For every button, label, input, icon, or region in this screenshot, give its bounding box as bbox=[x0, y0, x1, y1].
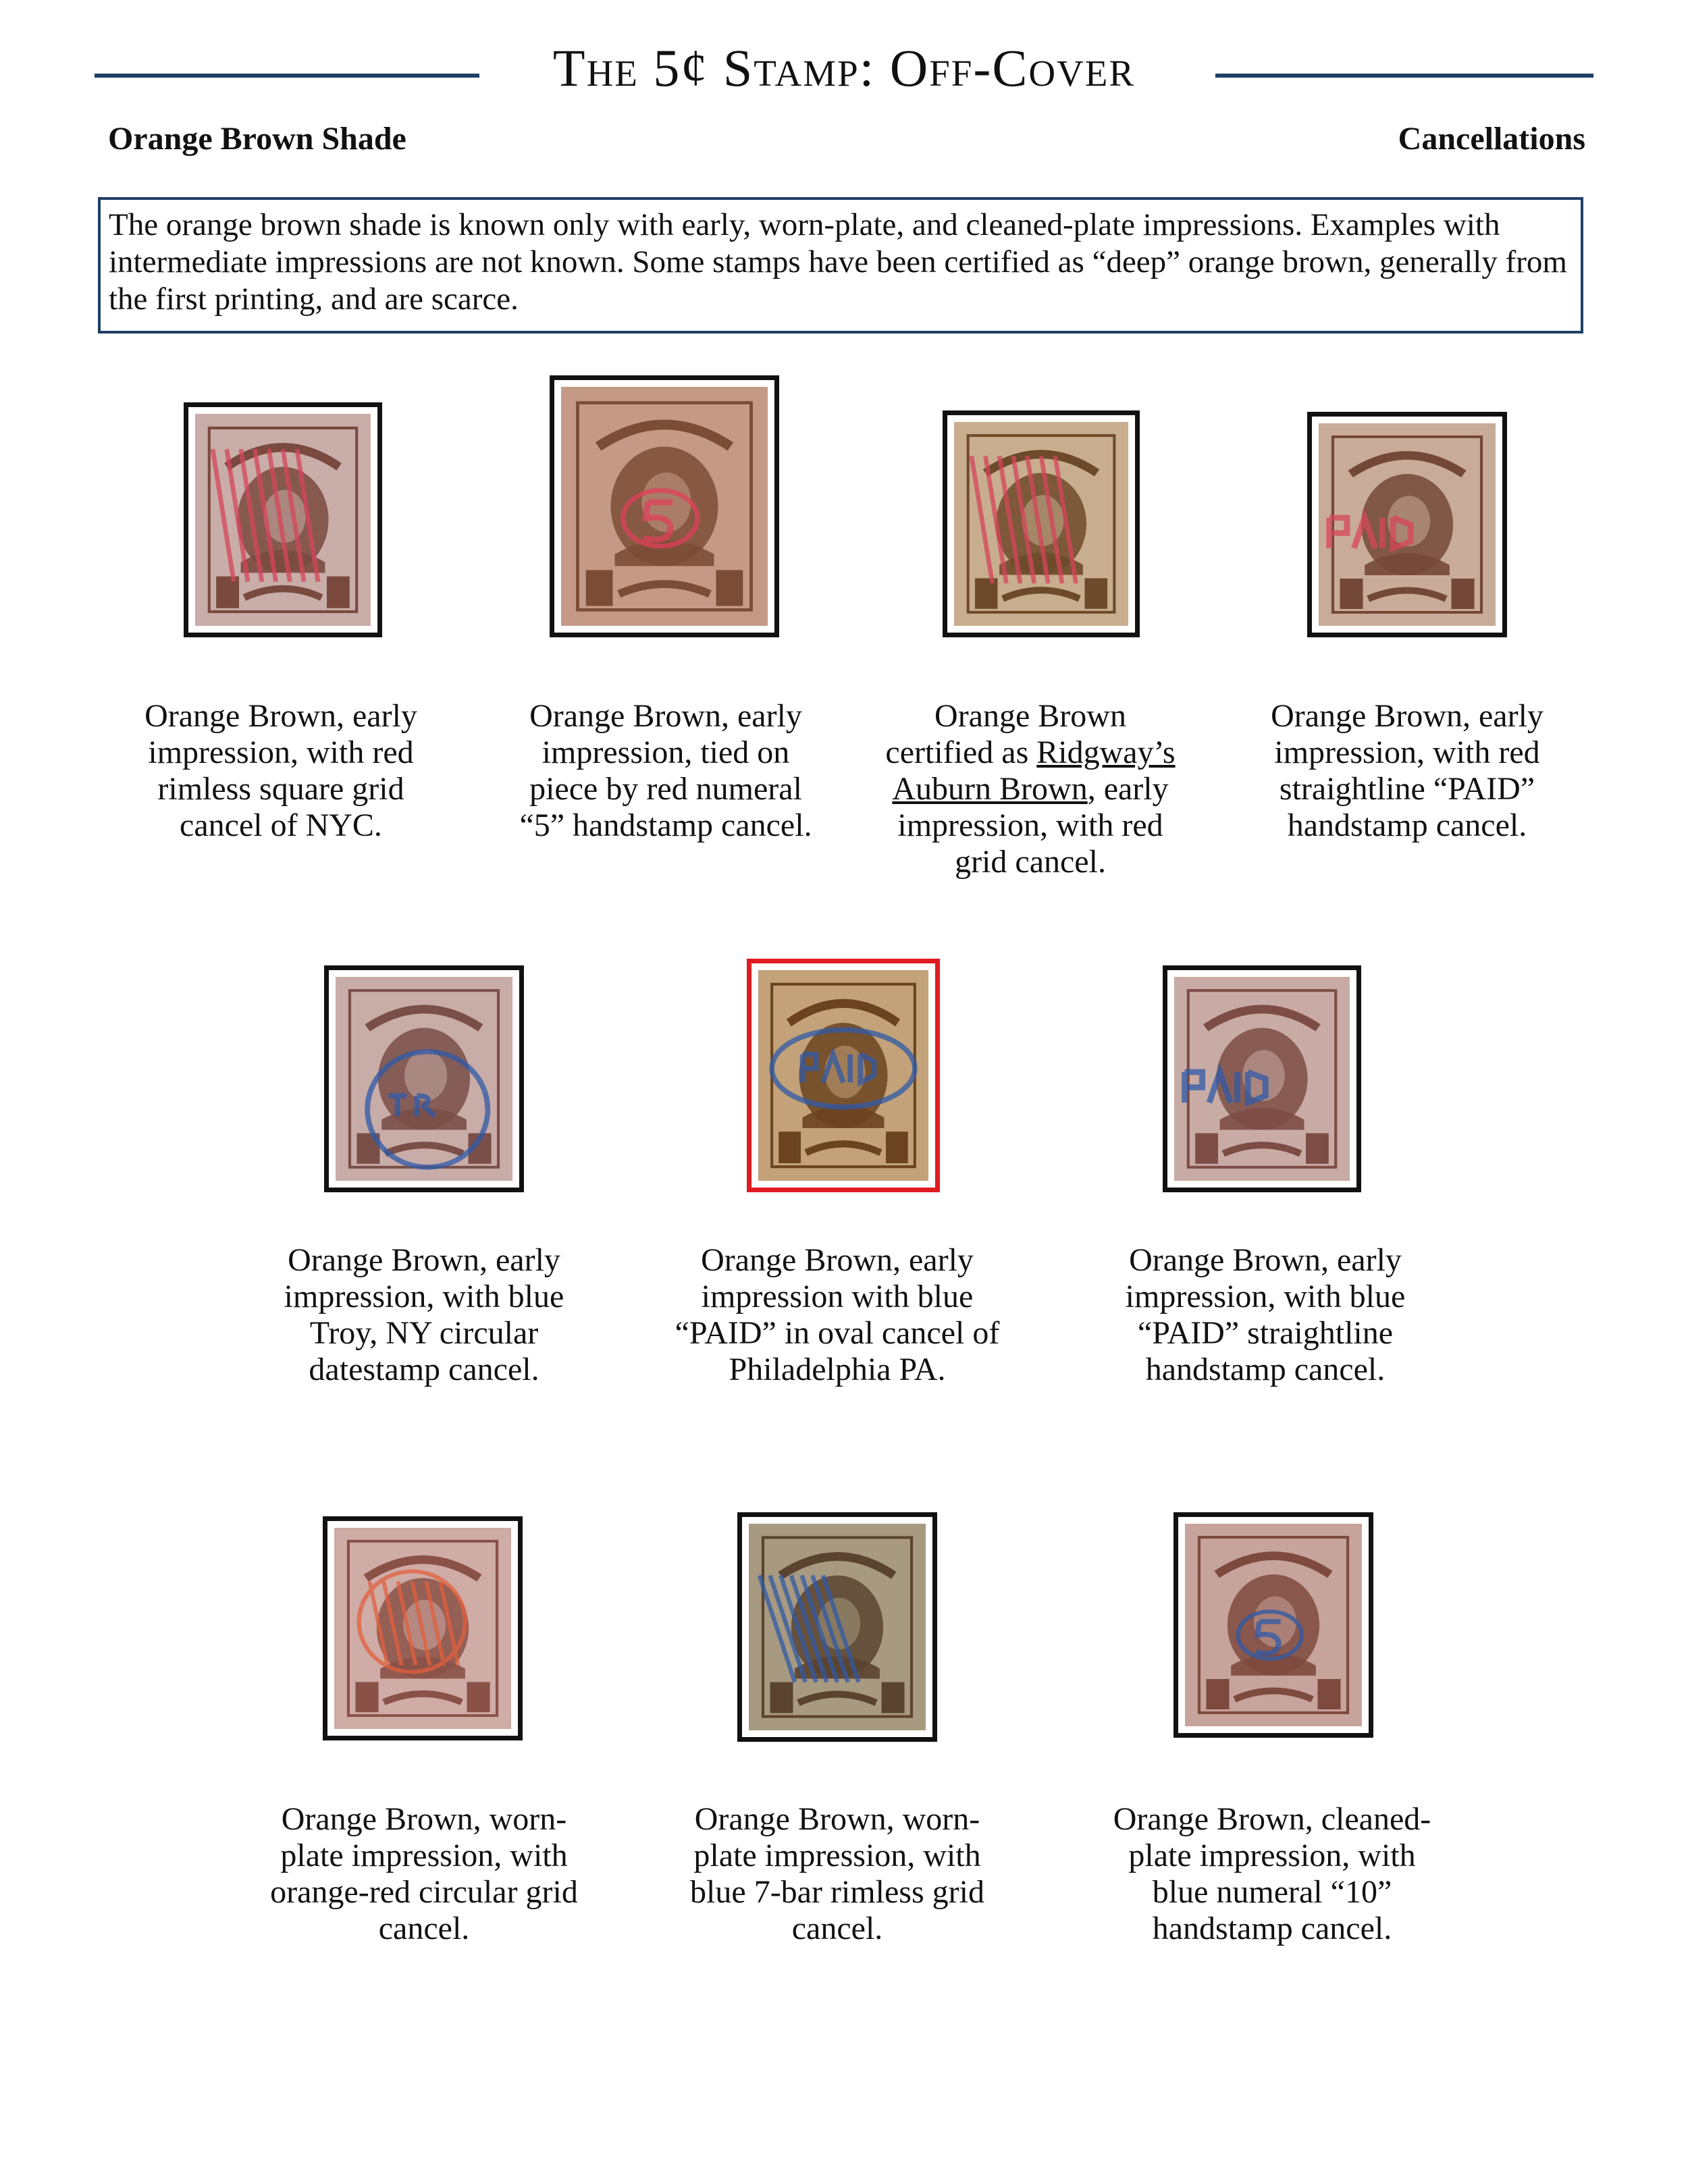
franklin-face bbox=[404, 1050, 447, 1101]
stamp-caption-8: Orange Brown, worn- plate impression, with orange-red circular grid cancel. bbox=[270, 1801, 578, 1946]
header-rule-right bbox=[1215, 74, 1593, 78]
stamp-2 bbox=[550, 375, 779, 637]
stamp-caption-10: Orange Brown, cleaned- plate impression, with blue numeral “10” handstamp cancel. bbox=[1113, 1801, 1431, 1946]
stamp-caption-6: Orange Brown, early impression with blue “PAID” in oval cancel of Philadelphia PA. bbox=[675, 1242, 1000, 1387]
page-title: The 5¢ Stamp: Off-Cover bbox=[552, 38, 1136, 97]
stamp-image bbox=[749, 1524, 926, 1730]
stamp-numeral-left bbox=[355, 1682, 378, 1712]
stamp-image bbox=[954, 422, 1128, 626]
stamp-caption-5: Orange Brown, early impression, with blue Troy, NY circular datestamp cancel. bbox=[284, 1242, 564, 1387]
stamp-image bbox=[1185, 1524, 1362, 1726]
stamp-numeral-right bbox=[886, 1131, 908, 1163]
stamp-numeral-right bbox=[1085, 579, 1108, 609]
stamp-image bbox=[195, 414, 371, 626]
stamp-numeral-left bbox=[779, 1131, 801, 1163]
stamp-4 bbox=[1307, 412, 1507, 637]
stamp-5 bbox=[324, 965, 524, 1192]
stamp-numeral-right bbox=[1452, 579, 1475, 609]
stamp-9 bbox=[737, 1512, 937, 1742]
stamp-caption-3: Orange Brown certified as Ridgway’s Auburn Brown, early impression, with red grid cancel. bbox=[885, 698, 1176, 880]
stamp-numeral-right bbox=[327, 577, 350, 608]
stamp-numeral-left bbox=[1195, 1134, 1218, 1164]
stamp-8 bbox=[323, 1516, 523, 1740]
left-subtitle: Orange Brown Shade bbox=[108, 121, 406, 157]
stamp-numeral-right bbox=[882, 1682, 905, 1713]
right-subtitle: Cancellations bbox=[1398, 121, 1585, 157]
stamp-numeral-left bbox=[586, 570, 613, 606]
stamp-image bbox=[1319, 423, 1496, 626]
stamp-caption-1: Orange Brown, early impression, with red rimless square grid cancel of NYC. bbox=[144, 698, 417, 843]
stamp-6 bbox=[747, 959, 940, 1192]
stamp-image bbox=[561, 387, 768, 626]
stamp-image bbox=[336, 977, 512, 1181]
intro-box: The orange brown shade is known only with early, worn-plate, and cleaned-plate impressions. Examples with intermediate impressions are not known. Some stamps have been certified as “deep” orange brown, generally from the first printing, and are scarce. bbox=[98, 197, 1583, 334]
stamp-numeral-right bbox=[1306, 1134, 1329, 1164]
stamp-caption-9: Orange Brown, worn- plate impression, with blue 7-bar rimless grid cancel. bbox=[690, 1801, 984, 1946]
stamp-3 bbox=[943, 410, 1140, 637]
stamp-7 bbox=[1163, 965, 1361, 1192]
stamp-numeral-left bbox=[1206, 1679, 1229, 1709]
stamp-numeral-left bbox=[770, 1682, 793, 1713]
stamp-1 bbox=[184, 402, 382, 637]
stamp-numeral-right bbox=[1318, 1679, 1341, 1709]
stamp-10 bbox=[1173, 1512, 1373, 1738]
stamp-caption-2: Orange Brown, early impression, tied on piece by red numeral “5” handstamp cancel. bbox=[519, 698, 812, 843]
stamp-numeral-left bbox=[1340, 579, 1363, 609]
stamp-numeral-right bbox=[467, 1682, 490, 1712]
stamp-caption-4: Orange Brown, early impression, with red straightline “PAID” handstamp cancel. bbox=[1271, 698, 1544, 843]
header-rule-left bbox=[95, 74, 479, 78]
stamp-caption-7: Orange Brown, early impression, with blue “PAID” straightline handstamp cancel. bbox=[1125, 1242, 1406, 1387]
stamp-numeral-right bbox=[716, 570, 743, 606]
certified-shade-name: Ridgway’s Auburn Brown bbox=[892, 735, 1176, 807]
stamp-image bbox=[758, 970, 928, 1181]
stamp-image bbox=[334, 1528, 511, 1729]
stamp-image bbox=[1174, 977, 1350, 1181]
